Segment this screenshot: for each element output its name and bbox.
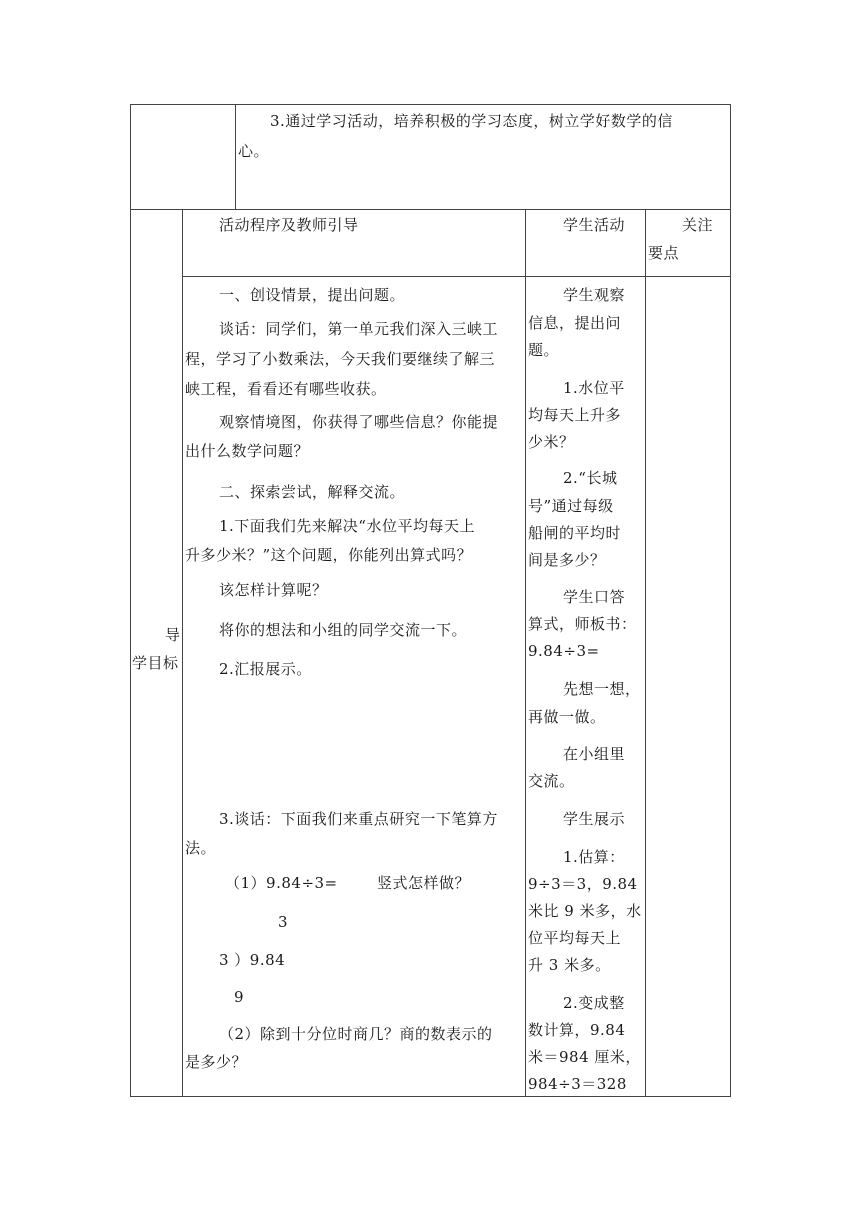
section-2-title: 二、探索尝试，解释交流。 bbox=[219, 483, 406, 501]
table-bottom-border bbox=[130, 1096, 731, 1097]
student-think-line1: 先想一想， bbox=[563, 680, 641, 698]
teacher-student-divider bbox=[525, 209, 526, 1097]
long-division-subtract: 9 bbox=[234, 988, 245, 1006]
question-2-line2: 是多少？ bbox=[185, 1053, 248, 1071]
student-group-line1: 在小组里 bbox=[563, 745, 626, 763]
table-right-border bbox=[730, 104, 731, 1097]
side-label-divider bbox=[182, 209, 183, 1097]
student-integer-line2: 数计算，9.84 bbox=[528, 1021, 626, 1039]
section-1-observe-line1: 观察情境图，你获得了哪些信息？你能提 bbox=[219, 413, 499, 431]
student-observe-line2: 信息，提出问 bbox=[528, 314, 622, 332]
question-2-line1: （2）除到十分位时商几？商的数表示的 bbox=[219, 1025, 493, 1043]
side-label-line2: 学目标 bbox=[132, 654, 179, 672]
header-focus-line1: 关注 bbox=[682, 216, 714, 234]
student-observe-line3: 题。 bbox=[528, 341, 560, 359]
table-top-border bbox=[130, 104, 731, 105]
student-answer-line2: 算式，师板书： bbox=[528, 615, 637, 633]
student-question1-line1: 1.水位平 bbox=[563, 379, 625, 397]
student-answer-line3: 9.84÷3= bbox=[528, 642, 600, 660]
student-question1-line2: 均每天上升多 bbox=[528, 406, 622, 424]
student-question2-line1: 2.“长城 bbox=[563, 469, 618, 487]
header-activity-procedure: 活动程序及教师引导 bbox=[219, 216, 359, 234]
student-question2-line2: 号”通过每级 bbox=[528, 497, 614, 515]
section-1-title: 一、创设情景，提出问题。 bbox=[219, 286, 406, 304]
student-question2-line4: 间是多少？ bbox=[528, 551, 606, 569]
student-focus-divider bbox=[645, 209, 646, 1097]
section-2-how-to-compute: 该怎样计算呢？ bbox=[219, 581, 328, 599]
long-division-quotient: 3 bbox=[278, 913, 289, 931]
student-observe-line1: 学生观察 bbox=[563, 286, 626, 304]
section-2-q1-line2: 升多少米？”这个问题，你能列出算式吗？ bbox=[185, 546, 473, 564]
header-student-activity: 学生活动 bbox=[563, 216, 626, 234]
long-division-body: 3 ）9.84 bbox=[219, 951, 286, 969]
student-integer-line1: 2.变成整 bbox=[563, 994, 625, 1012]
student-think-line2: 再做一做。 bbox=[528, 708, 606, 726]
table-left-border bbox=[130, 104, 131, 1097]
question-1-expression: （1）9.84÷3= bbox=[225, 874, 338, 892]
section-1-talk-line3: 峡工程，看看还有哪些收获。 bbox=[185, 380, 387, 398]
student-question1-line3: 少米？ bbox=[528, 433, 575, 451]
student-group-line2: 交流。 bbox=[528, 772, 575, 790]
objective-row-bottom-border bbox=[130, 209, 731, 210]
student-estimate-line3: 米比 9 米多，水 bbox=[528, 902, 642, 920]
student-estimate-line5: 升 3 米多。 bbox=[528, 956, 611, 974]
header-row-bottom-border bbox=[182, 276, 731, 277]
student-present: 学生展示 bbox=[563, 810, 626, 828]
student-question2-line3: 船闸的平均时 bbox=[528, 524, 622, 542]
header-focus-line2: 要点 bbox=[648, 244, 680, 262]
student-integer-line3: 米＝984 厘米， bbox=[528, 1048, 641, 1066]
section-1-talk-line2: 程，学习了小数乘法，今天我们要继续了解三 bbox=[185, 350, 496, 368]
question-1-ask: 竖式怎样做？ bbox=[377, 874, 471, 892]
student-estimate-line1: 1.估算： bbox=[563, 848, 625, 866]
objective-3-line2: 心。 bbox=[238, 142, 270, 160]
objective-3-line1: 3.通过学习活动，培养积极的学习态度，树立学好数学的信 bbox=[270, 112, 673, 130]
section-1-talk-line1: 谈话：同学们，第一单元我们深入三峡工 bbox=[219, 320, 499, 338]
section-3-line1: 3.谈话：下面我们来重点研究一下笔算方 bbox=[219, 810, 498, 828]
section-2-q1-line1: 1.下面我们先来解决“水位平均每天上 bbox=[219, 517, 475, 535]
objective-label-divider bbox=[235, 104, 236, 209]
section-2-discuss: 将你的想法和小组的同学交流一下。 bbox=[219, 621, 468, 639]
student-integer-line4: 984÷3＝328 bbox=[528, 1075, 627, 1093]
student-answer-line1: 学生口答 bbox=[563, 588, 626, 606]
student-estimate-line2: 9÷3＝3，9.84 bbox=[528, 875, 638, 893]
section-1-observe-line2: 出什么数学问题？ bbox=[185, 442, 310, 460]
section-2-report: 2.汇报展示。 bbox=[219, 660, 312, 678]
student-estimate-line4: 位平均每天上 bbox=[528, 929, 622, 947]
section-3-line2: 法。 bbox=[185, 839, 217, 857]
side-label-line1: 导 bbox=[165, 626, 181, 644]
